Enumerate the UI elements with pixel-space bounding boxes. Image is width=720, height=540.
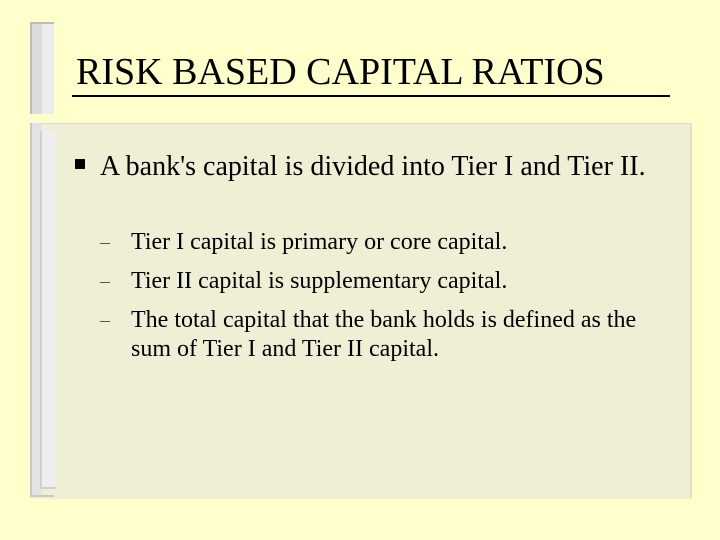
title-frame-top-decoration <box>30 22 54 24</box>
sub-bullet-item <box>100 267 680 296</box>
title-underline <box>72 95 670 97</box>
square-bullet-icon <box>75 159 85 169</box>
dash-bullet-icon: – <box>100 231 110 253</box>
sub-bullet-list <box>100 228 680 364</box>
dash-bullet-icon: – <box>100 309 110 331</box>
sub-bullet-text: The total capital that the bank holds is defined as the sum of Tier I and Tier II capital. <box>131 307 637 362</box>
sub-bullet-text: Tier II capital is supplementary capital. <box>131 268 508 294</box>
content-right-edge <box>690 123 692 498</box>
sub-bullet-item <box>100 306 680 364</box>
dash-bullet-icon: – <box>100 270 110 292</box>
slide-title: RISK BASED CAPITAL RATIOS <box>76 51 605 93</box>
sub-bullet-item <box>100 228 680 257</box>
bullet-text: A bank's capital is divided into Tier I and Tier II. <box>100 151 646 182</box>
content-frame-bottom-decoration <box>30 495 54 497</box>
title-frame-inner-decoration <box>42 22 54 114</box>
sub-bullet-text: Tier I capital is primary or core capital. <box>131 229 508 255</box>
content-frame-inner-decoration <box>40 131 56 489</box>
